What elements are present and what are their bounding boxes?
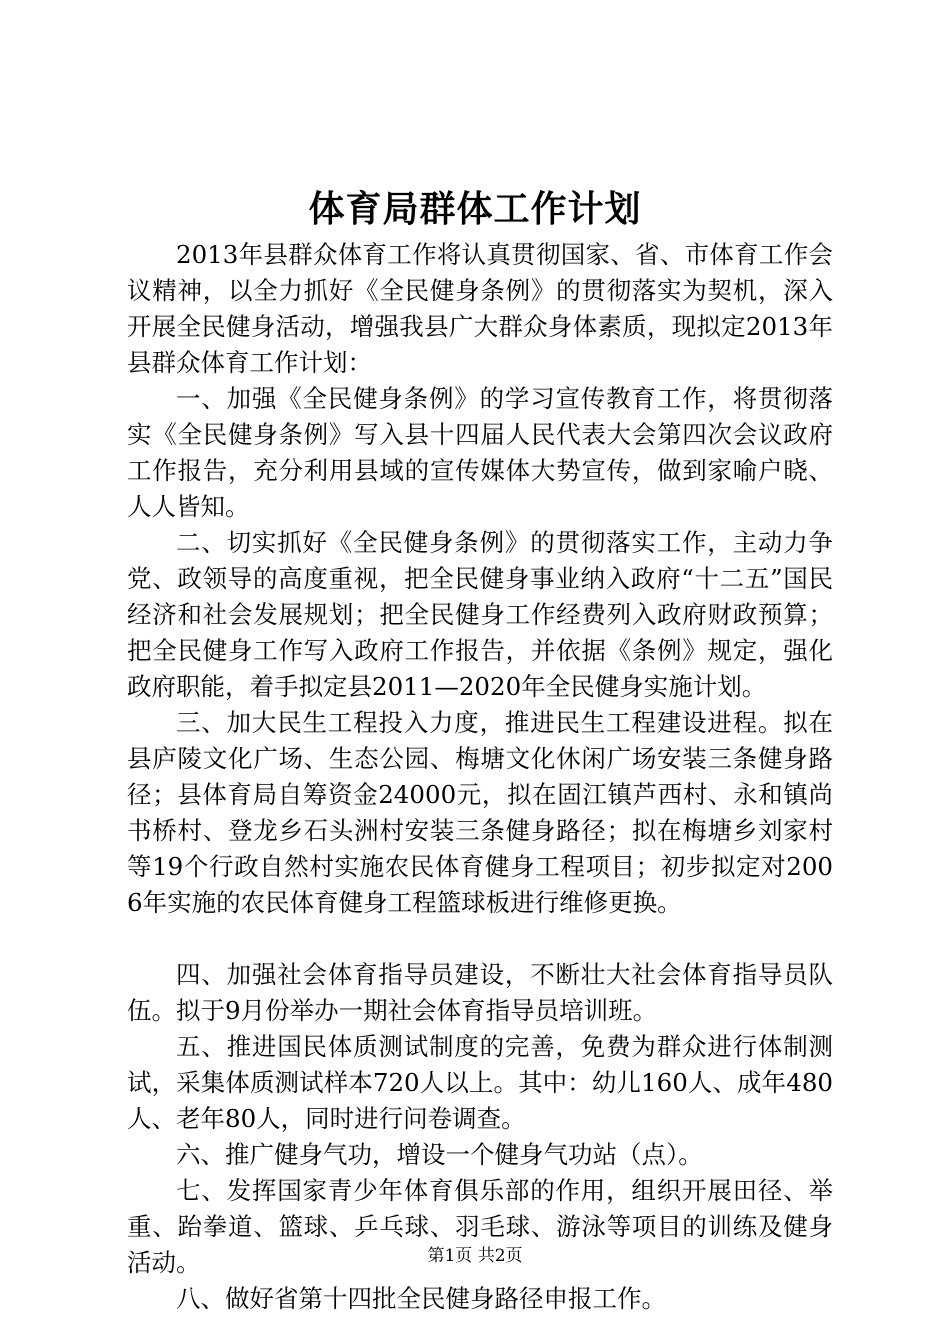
document-body (127, 237, 833, 1317)
intro-paragraph: 2013年县群众体育工作将认真贯彻国家、省、市体育工作会议精神，以全力抓好《全民健身条例》的贯彻落实为契机，深入开展全民健身活动，增强我县广大群众身体素质，现拟定2013年县群众体育工作计划： (127, 240, 833, 377)
paragraph-item-2: 二、切实抓好《全民健身条例》的贯彻落实工作，主动力争党、政领导的高度重视，把全民健身事业纳入政府“十二五”国民经济和社会发展规划；把全民健身工作经费列入政府财政预算；把全民健身工作写入政府工作报告，并依据《条例》规定，强化政府职能，着手拟定县2011—2020年全民健身实施计划。 (127, 528, 833, 701)
paragraph-item-8: 八、做好省第十四批全民健身路径申报工作。 (176, 1284, 666, 1313)
paragraph-item-5: 五、推进国民体质测试制度的完善，免费为群众进行体制测试，采集体质测试样本720人以上。其中：幼儿160人、成年480人、老年80人，同时进行问卷调查。 (127, 1032, 833, 1133)
paragraph-item-3: 三、加大民生工程投入力度，推进民生工程建设进程。拟在县庐陵文化广场、生态公园、梅塘文化休闲广场安装三条健身路径；县体育局自筹资金24000元，拟在固江镇芦西村、永和镇尚书桥村、登龙乡石头洲村安装三条健身路径；拟在梅塘乡刘家村等19个行政自然村实施农民体育健身工程项目；初步拟定对2006年实施的农民体育健身工程篮球板进行维修更换。 (127, 708, 833, 917)
document-title: 体育局群体工作计划 (308, 189, 642, 230)
paragraph-item-4: 四、加强社会体育指导员建设，不断壮大社会体育指导员队伍。拟于9月份举办一期社会体育指导员培训班。 (127, 960, 833, 1025)
page-footer: 第1页 共2页 (427, 1246, 523, 1266)
paragraph-item-7: 七、发挥国家青少年体育俱乐部的作用，组织开展田径、举重、跆拳道、篮球、乒乓球、羽毛球、游泳等项目的训练及健身活动。 (127, 1176, 833, 1277)
paragraph-item-6: 六、推广健身气功，增设一个健身气功站（点）。 (176, 1140, 703, 1169)
paragraph-item-1: 一、加强《全民健身条例》的学习宣传教育工作，将贯彻落实《全民健身条例》写入县十四届人民代表大会第四次会议政府工作报告，充分利用县域的宣传媒体大势宣传，做到家喻户晓、人人皆知。 (127, 384, 833, 521)
